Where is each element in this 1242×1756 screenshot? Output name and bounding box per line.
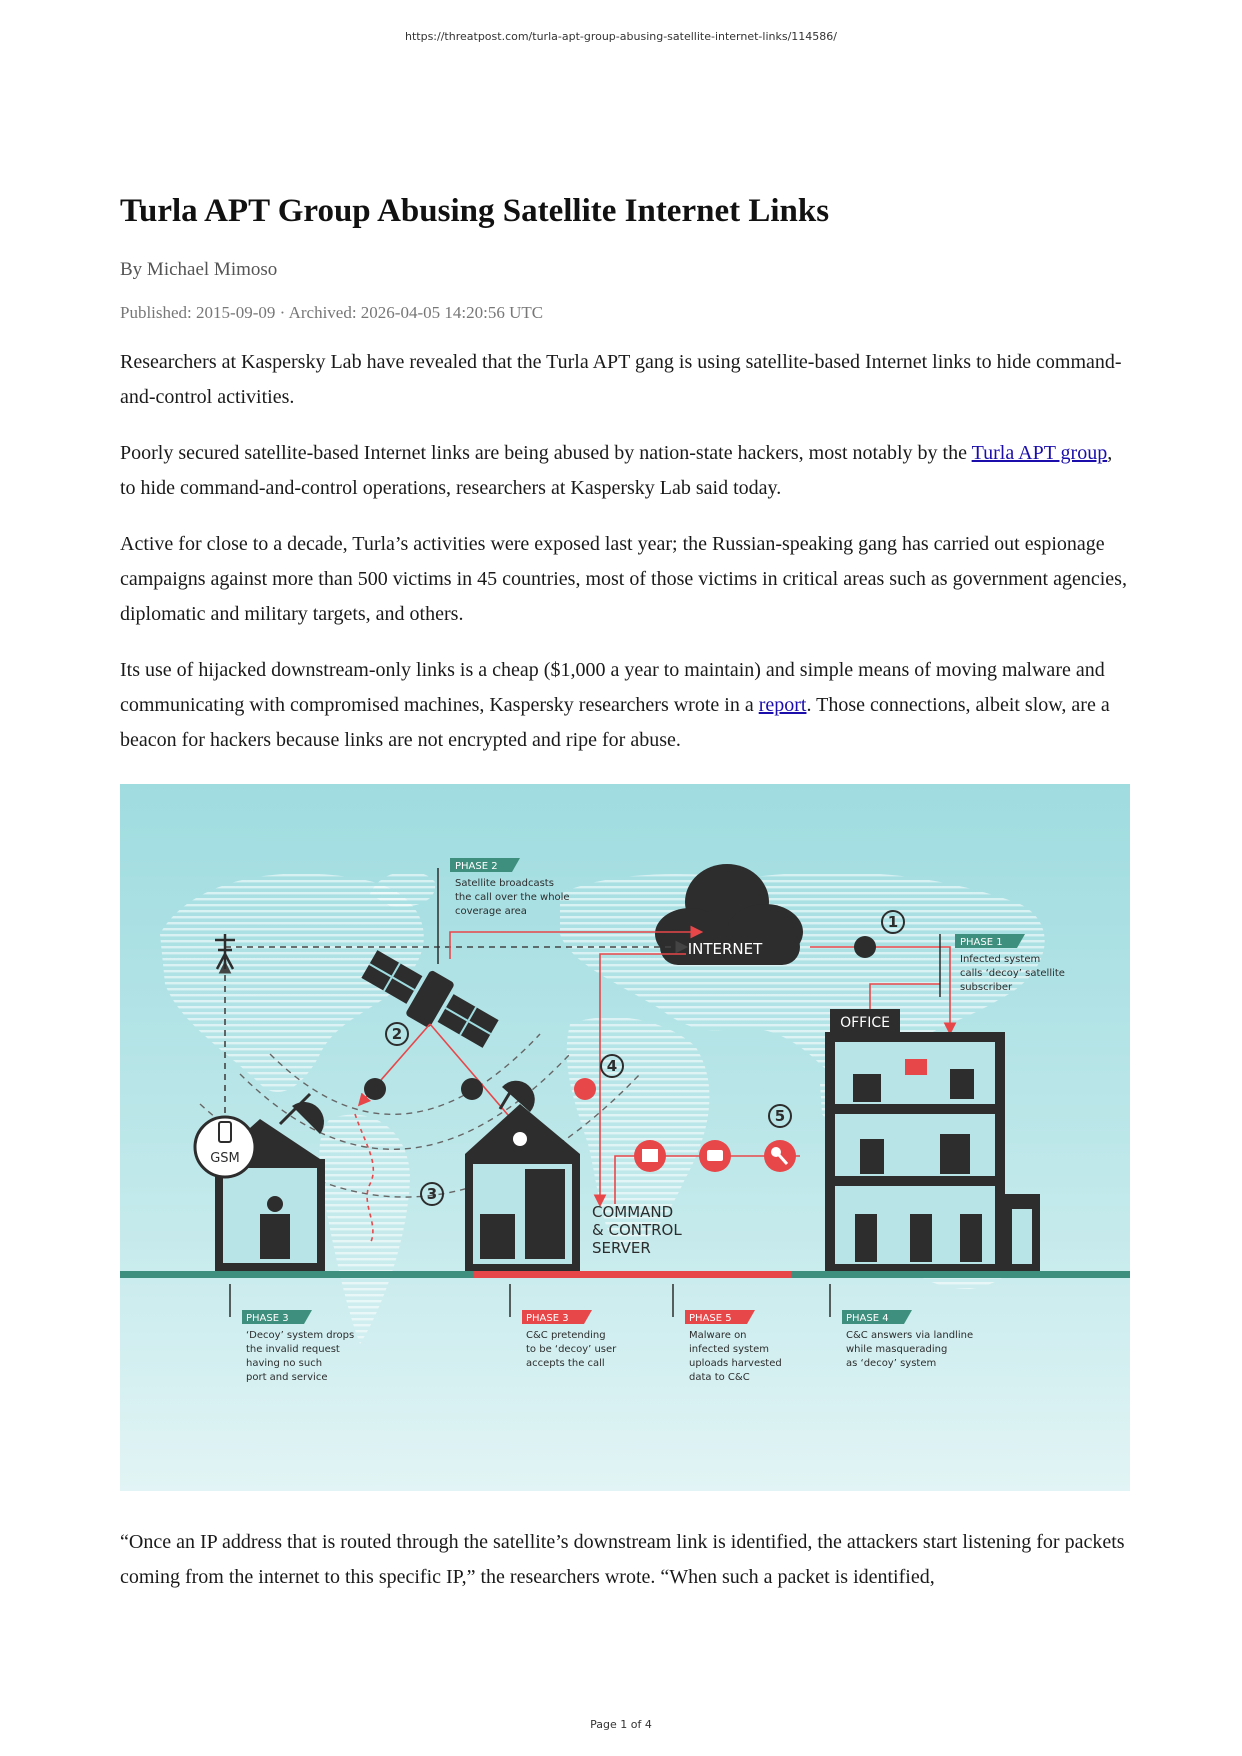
phase-3-decoy-callout	[230, 1284, 354, 1383]
phase-4-line-2: while masquerading	[846, 1343, 948, 1355]
page-url: https://threatpost.com/turla-apt-group-abusing-satellite-internet-links/114586/	[405, 30, 837, 43]
article	[120, 190, 1130, 1595]
turla-apt-group-link[interactable]: Turla APT group	[971, 441, 1108, 464]
step-2: 2	[391, 1024, 403, 1043]
phase-4-callout	[830, 1284, 973, 1369]
phase-3a-line-2: the invalid request	[246, 1343, 340, 1355]
phase-5-callout	[673, 1284, 782, 1383]
phase-4-line-1: C&C answers via landline	[846, 1329, 974, 1341]
phase-2-line-3: coverage area	[455, 905, 527, 917]
phase-3a-line-4: port and service	[246, 1371, 328, 1383]
phase-1-line-3: subscriber	[960, 981, 1013, 993]
publish-meta: Published: 2015-09-09 · Archived: 2026-04-05 14:20:56 UTC	[120, 302, 544, 322]
paragraph-2-text-a: Poorly secured satellite-based Internet links are being abused by nation-state hackers, most notably by the	[120, 441, 972, 464]
phase-1-line-1: Infected system	[960, 953, 1041, 965]
phase-2-tag: PHASE 2	[455, 860, 498, 872]
paragraph-1: Researchers at Kaspersky Lab have revealed that the Turla APT gang is using satellite-based Internet links to hide command-and-control activities.	[120, 350, 1122, 408]
phase-3a-tag: PHASE 3	[246, 1312, 289, 1324]
phase-3b-line-2: to be ‘decoy’ user	[526, 1343, 617, 1355]
phase-5-line-2: infected system	[689, 1343, 770, 1355]
phase-2-callout	[438, 858, 570, 964]
phase-4-tag: PHASE 4	[846, 1312, 889, 1324]
data-flow-icons	[634, 1140, 796, 1172]
internet-label: INTERNET	[687, 939, 763, 958]
phase-3b-line-3: accepts the call	[526, 1357, 605, 1369]
phase-3a-line-1: ‘Decoy’ system drops	[246, 1329, 355, 1341]
phase-3b-line-1: C&C pretending	[526, 1329, 606, 1341]
cc-label-3: SERVER	[592, 1238, 651, 1257]
diagram-svg	[120, 784, 1130, 1491]
phase-3b-tag: PHASE 3	[526, 1312, 569, 1324]
phase-3a-line-3: having no such	[246, 1357, 323, 1369]
office-building	[825, 1009, 1040, 1271]
paragraph-4	[120, 653, 1130, 758]
gsm-label: GSM	[210, 1150, 240, 1166]
satellite-attack-diagram	[120, 784, 1130, 1491]
phase-4-line-3: as ‘decoy’ system	[846, 1357, 937, 1369]
report-link[interactable]: report	[758, 693, 807, 716]
cc-label-2: & CONTROL	[592, 1220, 682, 1239]
gsm-house	[195, 1094, 325, 1271]
paragraph-5: “Once an IP address that is routed through the satellite’s downstream link is identified, the attackers start listening for packets coming from the internet to this specific IP,” the researchers wrote. “When such a packet is identified,	[120, 1530, 1125, 1588]
ground-line-red	[473, 1271, 791, 1278]
page-number: Page 1 of 4	[590, 1718, 652, 1731]
paragraph-3: Active for close to a decade, Turla’s activities were exposed last year; the Russian-speaking gang has carried out espionage campaigns against more than 500 victims in 45 countries, most of those victims in critical areas such as government agencies, diplomatic and military targets, and others.	[120, 532, 1127, 625]
phase-5-line-3: uploads harvested	[689, 1357, 782, 1369]
paragraph-2	[120, 436, 1130, 506]
step-3: 3	[426, 1184, 438, 1203]
phase-1-line-2: calls ‘decoy’ satellite	[960, 967, 1065, 979]
step-4: 4	[606, 1056, 618, 1075]
phase-5-tag: PHASE 5	[689, 1312, 732, 1324]
paragraph-2-text-b: , to hide command-and-control operations, researchers at Kaspersky Lab said today.	[120, 441, 1113, 499]
phase-2-line-1: Satellite broadcasts	[455, 877, 554, 889]
phase-5-line-1: Malware on	[689, 1329, 747, 1341]
phase-2-line-2: the call over the whole	[455, 891, 570, 903]
phase-3-cc-callout	[510, 1284, 617, 1369]
step-5: 5	[774, 1106, 786, 1125]
office-label: OFFICE	[840, 1014, 890, 1031]
phase-1-tag: PHASE 1	[960, 936, 1003, 948]
cc-label-1: COMMAND	[592, 1202, 674, 1221]
article-title: Turla APT Group Abusing Satellite Internet Links	[120, 193, 830, 229]
paragraph-4-text-b: . Those connections, albeit slow, are a beacon for hackers because links are not encrypted and ripe for abuse.	[120, 693, 1110, 751]
byline: By Michael Mimoso	[120, 258, 278, 280]
step-1: 1	[887, 912, 899, 931]
paragraph-4-text-a: Its use of hijacked downstream-only links is a cheap ($1,000 a year to maintain) and simple means of moving malware and communicating with compromised machines, Kaspersky researchers wrote in a	[120, 658, 1105, 716]
phase-5-line-4: data to C&C	[689, 1371, 750, 1383]
